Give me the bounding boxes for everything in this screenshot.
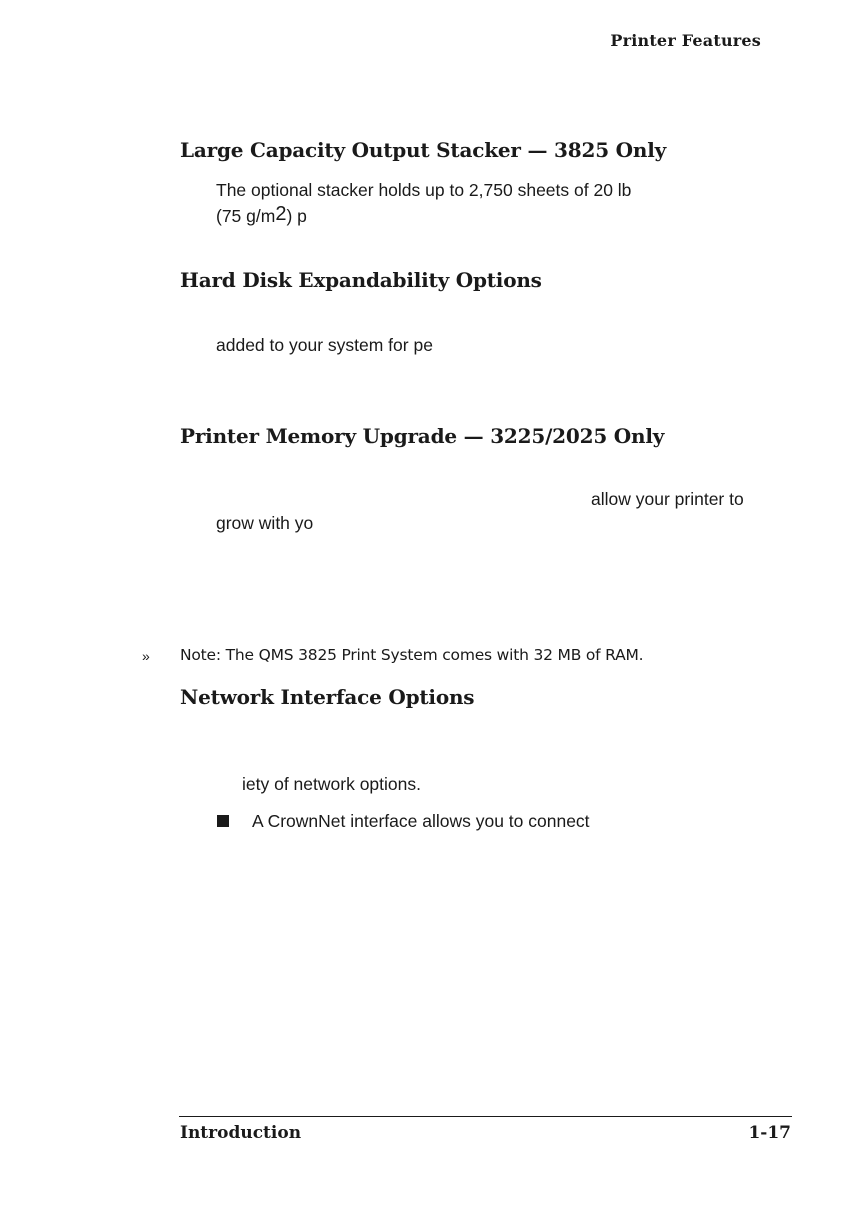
page-number: 1-17 <box>748 1123 791 1143</box>
section-text-line: grow with yo <box>216 513 314 533</box>
section-text-line: The optional stacker holds up to 2,750 sheets of 20 lb <box>216 180 632 200</box>
section-heading-output-stacker: Large Capacity Output Stacker — 3825 Only <box>180 138 667 162</box>
footer-rule <box>179 1116 792 1117</box>
section-heading-hard-disk: Hard Disk Expandability Options <box>180 268 542 292</box>
section-heading-network-interface: Network Interface Options <box>180 685 475 709</box>
note-text: Note: The QMS 3825 Print System comes with 32 MB of RAM. <box>180 646 644 664</box>
footer-chapter: Introduction <box>180 1123 302 1143</box>
section-text-line: iety of network options. <box>242 774 421 794</box>
note-marker: » <box>142 648 150 664</box>
section-text-line: allow your printer to <box>591 489 744 509</box>
section-text-line: (75 $g/m^2$) p <box>216 203 307 226</box>
section-heading-memory-upgrade: Printer Memory Upgrade — 3225/2025 Only <box>180 424 665 448</box>
bullet-item: A CrownNet interface allows you to connect <box>252 811 590 831</box>
superscript: 2 <box>275 203 287 225</box>
running-head: Printer Features <box>610 31 761 50</box>
bullet-square-icon <box>217 815 229 827</box>
section-text-line: added to your system for pe <box>216 335 433 355</box>
